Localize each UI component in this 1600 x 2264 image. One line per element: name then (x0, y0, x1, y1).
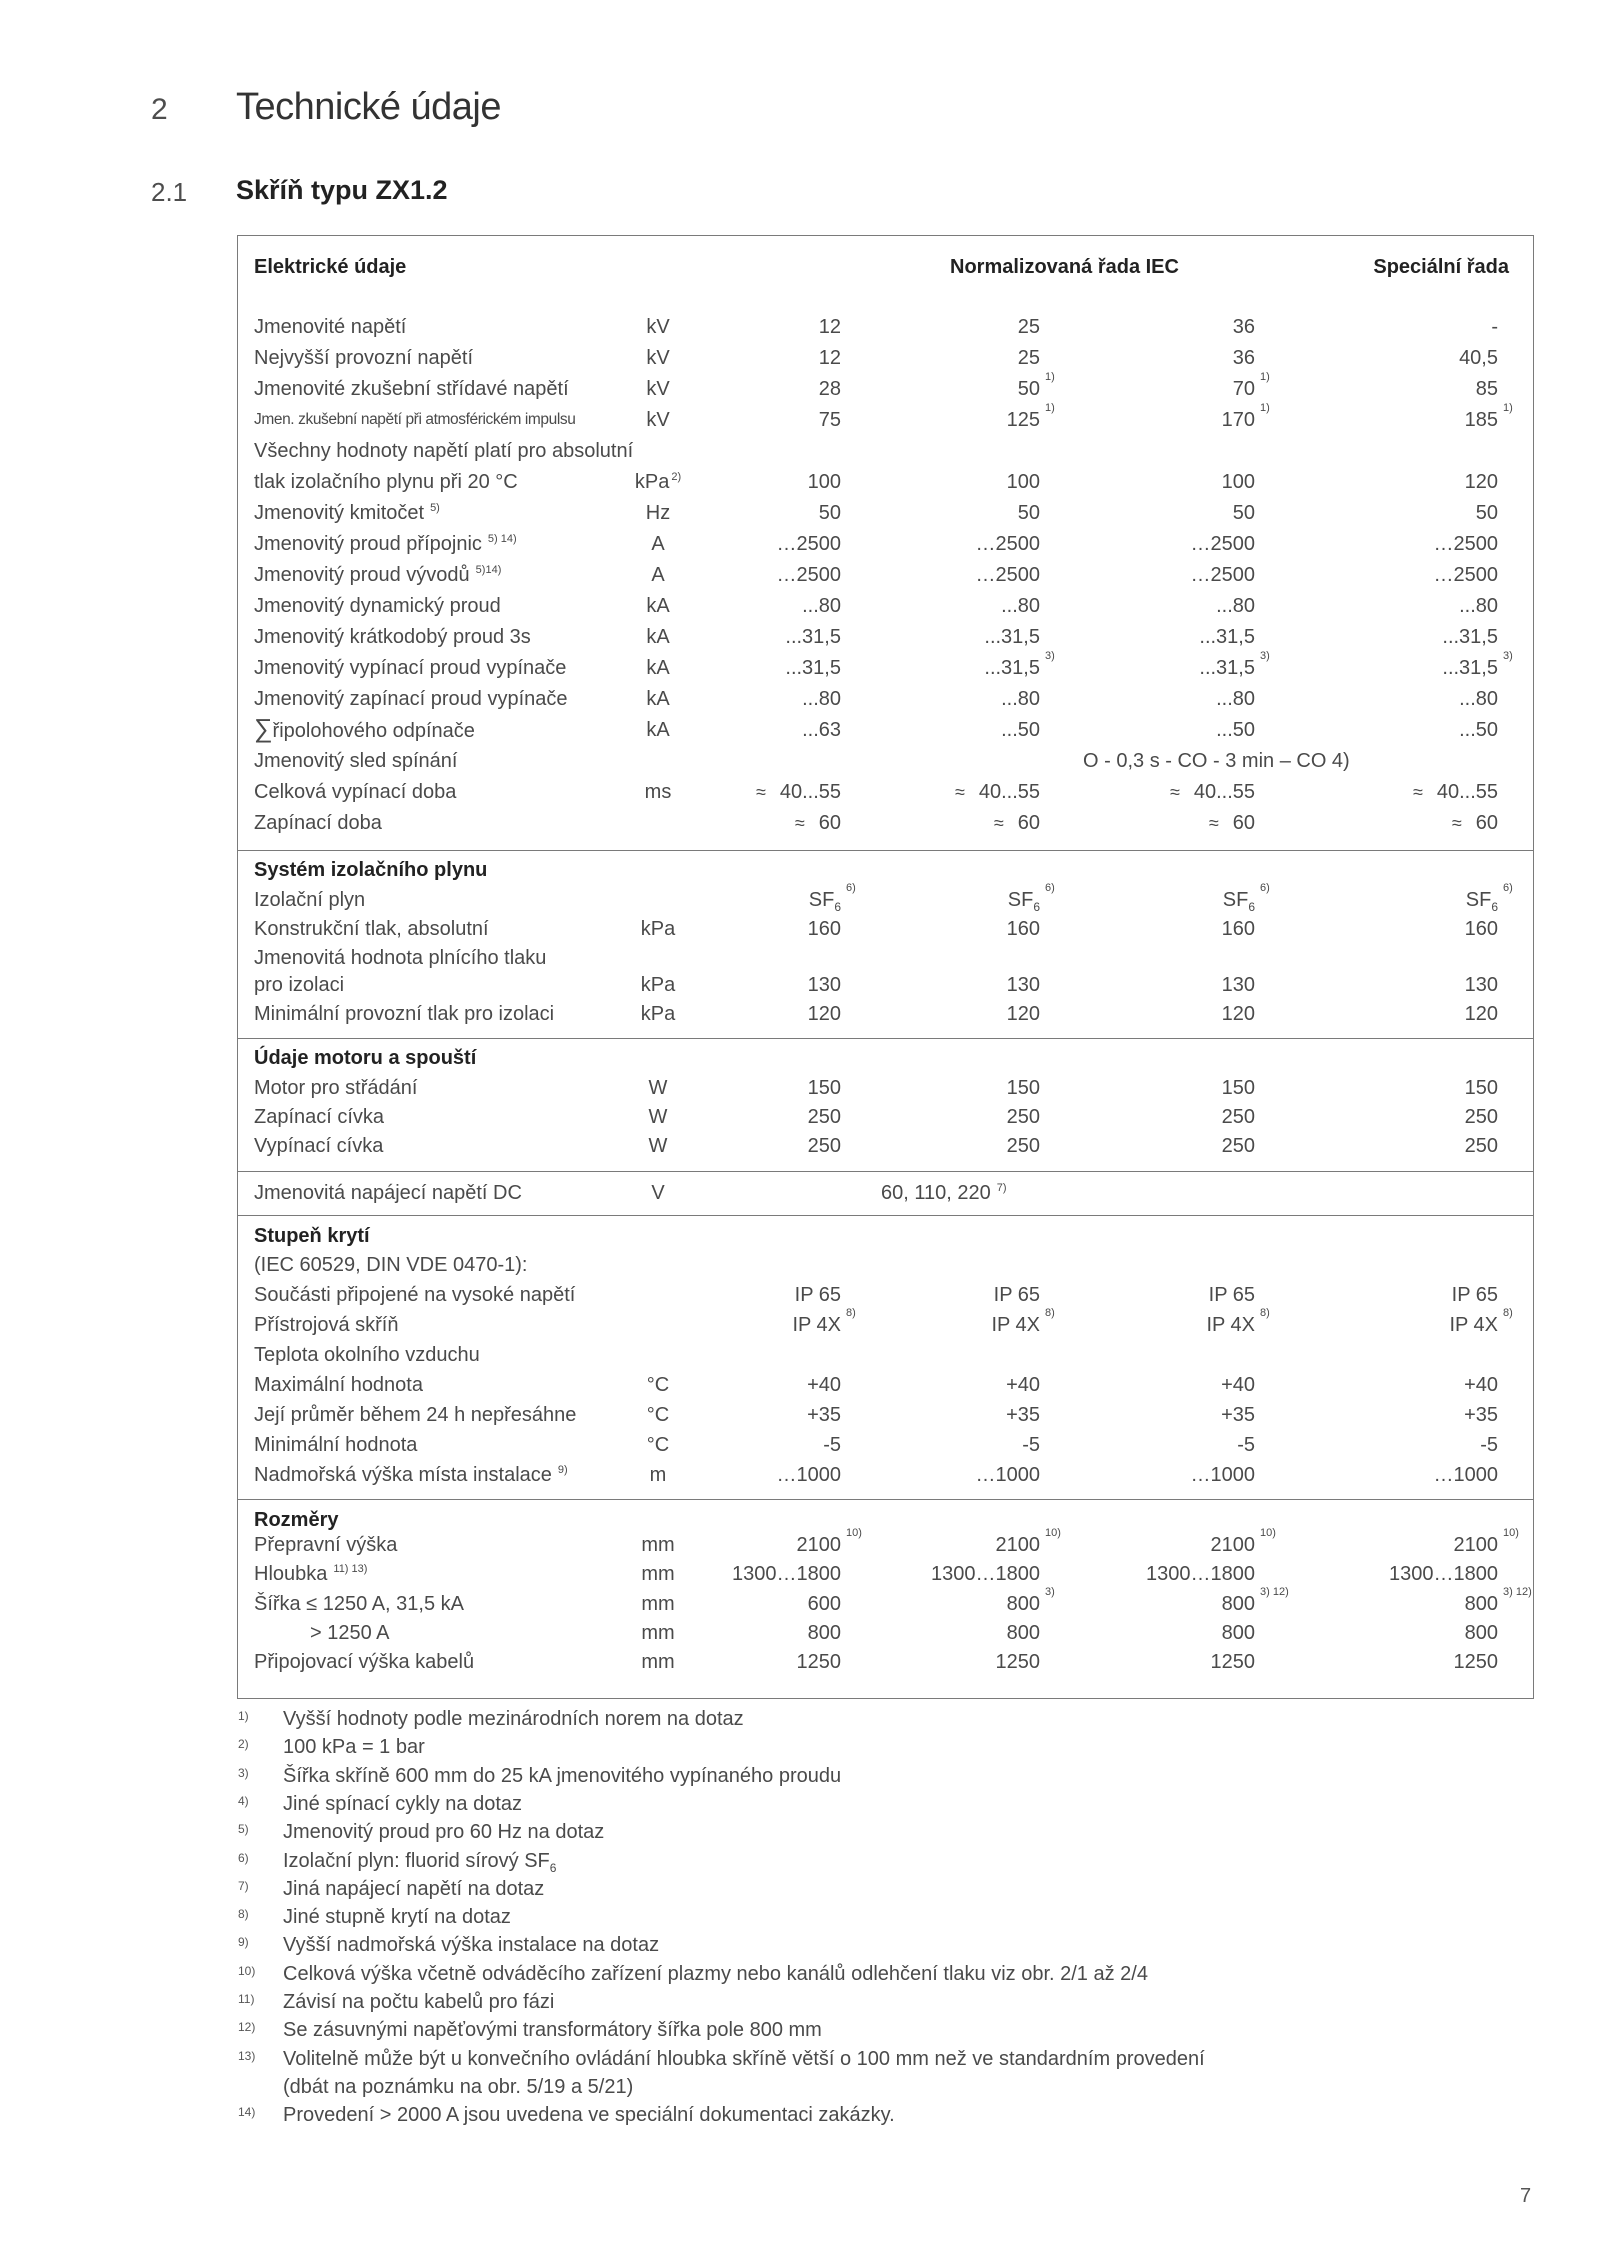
value-cell: 120 (807, 1003, 841, 1025)
footnote-mark: 6) (238, 1851, 249, 1865)
value-cell: 2100 10) (995, 1527, 1061, 1556)
footnote-mark: 8) (238, 1907, 249, 1921)
value-cell: 150 (1006, 1077, 1040, 1099)
value-cell: …1000 (975, 1464, 1040, 1486)
value-cell: 800 3) 12) (1221, 1586, 1289, 1615)
superscript: 7) (996, 1182, 1007, 1194)
value-cell: ...31,5 3) (1199, 650, 1270, 679)
value-cell: 36 (1232, 316, 1255, 338)
value-cell: -5 (1480, 1434, 1498, 1456)
value-cell: 800 (1464, 1622, 1498, 1644)
superscript: 3) (1045, 650, 1055, 662)
section-divider (238, 850, 1533, 851)
unit-cell: kPa $^{2)}$ (634, 471, 682, 493)
superscript: 5) (430, 502, 440, 514)
value-cell: 250 (1464, 1135, 1498, 1157)
value-cell: +40 (1006, 1374, 1040, 1396)
value-cell: 120 (1006, 1003, 1040, 1025)
value-cell: ≈ 40...55 (1412, 781, 1498, 803)
section-divider (238, 1171, 1533, 1172)
superscript: 5) 14) (487, 533, 517, 545)
row-label: Zapínací doba (254, 812, 382, 834)
superscript: 1) (1045, 402, 1055, 414)
unit-cell: °C (646, 1434, 670, 1456)
value-cell: ...31,5 (1199, 626, 1255, 648)
value-cell: ...50 (1001, 719, 1040, 741)
column-header-normalized: Normalizovaná řada IEC (950, 256, 1179, 278)
unit-cell: mm (641, 1622, 675, 1644)
value-cell: …2500 (975, 564, 1040, 586)
section-title-protection: Stupeň krytí (254, 1225, 370, 1247)
footnote-mark: 1) (238, 1709, 249, 1723)
value-cell: $SF_6$ 6) (1222, 882, 1270, 914)
value-cell: IP 4X 8) (991, 1307, 1055, 1336)
row-label: Jmenovitý sled spínání (254, 750, 458, 772)
value-cell: ≈ 40...55 (954, 781, 1040, 803)
footnote-mark: 10) (238, 1964, 256, 1978)
superscript: 1) (1260, 402, 1270, 414)
value-cell: +35 (1221, 1404, 1255, 1426)
row-label: Jmenovitý proud vývodů $^{5)14)}$ (254, 564, 502, 586)
value-cell: 125 1) (1006, 402, 1055, 431)
section-title-dimensions: Rozměry (254, 1509, 339, 1531)
approx-symbol: ≈ (755, 782, 766, 802)
approx-symbol: ≈ (1412, 782, 1423, 802)
value-cell: …2500 (776, 564, 841, 586)
value-cell: 170 1) (1221, 402, 1270, 431)
chapter-number: 2 (151, 93, 168, 126)
value-cell: ≈ 60 (1451, 812, 1498, 834)
value-cell: +40 (1464, 1374, 1498, 1396)
footnote-mark: 14) (238, 2105, 256, 2119)
value-cell: …1000 (776, 1464, 841, 1486)
superscript: 10) (1503, 1527, 1519, 1539)
value-cell: 150 (807, 1077, 841, 1099)
value-cell: -5 (823, 1434, 841, 1456)
value-cell: ...31,5 (1442, 626, 1498, 648)
superscript: 10) (1260, 1527, 1276, 1539)
row-label: Izolační plyn (254, 889, 366, 911)
value-cell: IP 4X 8) (792, 1307, 856, 1336)
value-cell: 250 (1006, 1106, 1040, 1128)
value-cell: +40 (1221, 1374, 1255, 1396)
value-cell: 60, 110, 220 $^{7)}$ (881, 1182, 1007, 1204)
section-number: 2.1 (151, 177, 188, 207)
value-cell: +40 (807, 1374, 841, 1396)
footnote-mark: 11) (238, 1992, 255, 2006)
value-cell: 1250 (1210, 1651, 1255, 1673)
footnote-text: Jiné spínací cykly na dotaz (283, 1793, 523, 1815)
row-label: tlak izolačního plynu při 20 °C (254, 471, 518, 493)
footnote-mark: 13) (238, 2049, 256, 2063)
value-cell: IP 65 (1208, 1284, 1255, 1306)
value-cell: ...31,5 3) (984, 650, 1055, 679)
value-cell: ≈ 40...55 (1169, 781, 1255, 803)
value-cell: 120 (1464, 1003, 1498, 1025)
unit-cell: A (651, 564, 665, 586)
approx-symbol: ≈ (954, 782, 965, 802)
value-cell: …2500 (1433, 533, 1498, 555)
unit-cell: kA (646, 595, 670, 617)
approx-symbol: ≈ (993, 813, 1004, 833)
value-cell: 130 (1006, 974, 1040, 996)
value-cell: 50 (1475, 502, 1498, 524)
row-label: Jmenovitý kmitočet $^{5)}$ (254, 502, 440, 524)
value-cell: ≈ 60 (993, 812, 1040, 834)
superscript: 8) (1503, 1307, 1513, 1319)
subscript: 6 (1248, 900, 1255, 914)
value-cell: 250 (1221, 1106, 1255, 1128)
value-cell: ...80 (1001, 595, 1040, 617)
value-cell: 100 (1006, 471, 1040, 493)
value-cell: ...31,5 (984, 626, 1040, 648)
value-cell: …2500 (1190, 533, 1255, 555)
superscript: 1) (1503, 402, 1513, 414)
unit-cell: kA (646, 626, 670, 648)
value-cell: 50 (818, 502, 841, 524)
footnote-mark: 2) (238, 1737, 249, 1751)
value-cell: ...50 (1459, 719, 1498, 741)
row-label: Její průměr během 24 h nepřesáhne (254, 1404, 577, 1426)
value-cell: 250 (807, 1135, 841, 1157)
section-divider (238, 1215, 1533, 1216)
superscript: 3) (1045, 1586, 1055, 1598)
superscript: 3) 12) (1260, 1586, 1289, 1598)
value-cell: 36 (1232, 347, 1255, 369)
superscript: 8) (846, 1307, 856, 1319)
superscript: 3) (1260, 650, 1270, 662)
value-cell: 800 3) (1006, 1586, 1055, 1615)
superscript: 10) (846, 1527, 862, 1539)
section-title: Skříň typu ZX1.2 (236, 175, 448, 205)
value-cell: …2500 (1190, 564, 1255, 586)
value-cell: 130 (1464, 974, 1498, 996)
footnote-mark: 9) (238, 1935, 249, 1949)
unit-cell: kV (646, 316, 670, 338)
value-cell: ...80 (802, 688, 841, 710)
row-label: Teplota okolního vzduchu (254, 1344, 480, 1366)
row-label: > 1250 A (310, 1622, 390, 1644)
footnote-text: Se zásuvnými napěťovými transformátory šířka pole 800 mm (283, 2019, 822, 2041)
footnote-mark: 4) (238, 1794, 249, 1808)
footnote-text: Provedení > 2000 A jsou uvedena ve speciální dokumentaci zakázky. (283, 2104, 895, 2126)
value-cell: …1000 (1190, 1464, 1255, 1486)
superscript: 8) (1045, 1307, 1055, 1319)
value-cell: 85 (1475, 378, 1498, 400)
value-cell: ...31,5 (785, 626, 841, 648)
row-label: Všechny hodnoty napětí platí pro absolutní (254, 440, 634, 462)
value-cell: ≈ 40...55 (755, 781, 841, 803)
value-cell: 2100 10) (1210, 1527, 1276, 1556)
unit-cell: mm (641, 1651, 675, 1673)
value-cell: 120 (1221, 1003, 1255, 1025)
unit-cell: V (651, 1182, 665, 1204)
sigma-symbol: ∑ (254, 713, 273, 743)
value-cell: 1300…1800 (931, 1563, 1040, 1585)
value-cell: 1300…1800 (1146, 1563, 1255, 1585)
value-cell: 250 (807, 1106, 841, 1128)
value-cell: 800 (807, 1622, 841, 1644)
approx-symbol: ≈ (1451, 813, 1462, 833)
value-cell: …1000 (1433, 1464, 1498, 1486)
subscript: 6 (834, 900, 841, 914)
superscript: 8) (1260, 1307, 1270, 1319)
superscript: 2) (671, 471, 682, 483)
value-cell: 1300…1800 (732, 1563, 841, 1585)
value-cell: 250 (1464, 1106, 1498, 1128)
value-cell: 250 (1221, 1135, 1255, 1157)
unit-cell: kA (646, 688, 670, 710)
value-cell: 800 (1221, 1622, 1255, 1644)
unit-cell: ms (644, 781, 672, 803)
value-cell: 28 (818, 378, 841, 400)
value-cell: 1250 (1453, 1651, 1498, 1673)
row-label: Součásti připojené na vysoké napětí (254, 1284, 576, 1306)
chapter-title: Technické údaje (236, 86, 502, 128)
unit-cell: kPa (640, 1003, 676, 1025)
unit-cell: kPa (640, 974, 676, 996)
footnote-text: Závisí na počtu kabelů pro fázi (283, 1991, 555, 2013)
unit-cell: m (649, 1464, 667, 1486)
superscript: 3) (1503, 650, 1513, 662)
unit-cell: Hz (645, 502, 671, 524)
row-label: Jmenovitý krátkodobý proud 3s (254, 626, 531, 648)
subscript: 6 (549, 1861, 557, 1875)
value-cell: ...50 (1216, 719, 1255, 741)
unit-cell: W (648, 1106, 668, 1128)
value-cell: ...80 (802, 595, 841, 617)
footnote-mark: 12) (238, 2020, 256, 2034)
approx-symbol: ≈ (1169, 782, 1180, 802)
value-cell: …2500 (1433, 564, 1498, 586)
value-cell: 25 (1017, 316, 1040, 338)
value-cell: 160 (807, 918, 841, 940)
value-cell: ...31,5 (785, 657, 841, 679)
value-cell: 150 (1221, 1077, 1255, 1099)
value-cell: 25 (1017, 347, 1040, 369)
value-cell: ...80 (1001, 688, 1040, 710)
value-cell: $SF_6$ 6) (1007, 882, 1055, 914)
value-cell: 1250 (796, 1651, 841, 1673)
row-label: Maximální hodnota (254, 1374, 423, 1396)
footnote-text: Šířka skříně 600 mm do 25 kA jmenovitého vypínaného proudu (283, 1765, 842, 1787)
row-label: Vypínací cívka (254, 1135, 384, 1157)
value-cell: 160 (1006, 918, 1040, 940)
span-value: O - 0,3 s - CO - 3 min – CO 4) (1083, 750, 1350, 772)
row-label: Minimální provozní tlak pro izolaci (254, 1003, 555, 1025)
value-cell: 1250 (995, 1651, 1040, 1673)
value-cell: - (1491, 316, 1498, 338)
value-cell: IP 65 (993, 1284, 1040, 1306)
unit-cell: A (651, 533, 665, 555)
value-cell: 70 1) (1232, 371, 1270, 400)
approx-symbol: ≈ (1208, 813, 1219, 833)
row-label: Jmenovitý dynamický proud (254, 595, 501, 617)
value-cell: $SF_6$ 6) (808, 882, 856, 914)
value-cell: 150 (1464, 1077, 1498, 1099)
value-cell: ...80 (1216, 688, 1255, 710)
row-label: Jmenovitý zapínací proud vypínače (254, 688, 568, 710)
row-label: Nejvyšší provozní napětí (254, 347, 473, 369)
value-cell: ...80 (1216, 595, 1255, 617)
superscript: 9) (557, 1464, 568, 1476)
row-label: Jmenovitá napájecí napětí DC (254, 1182, 522, 1204)
value-cell: IP 65 (1451, 1284, 1498, 1306)
page-number: 7 (1520, 2185, 1532, 2207)
subscript: 6 (1033, 900, 1040, 914)
value-cell: +35 (1006, 1404, 1040, 1426)
footnote-text: Vyšší hodnoty podle mezinárodních norem na dotaz (283, 1708, 744, 1730)
value-cell: 120 (1464, 471, 1498, 493)
footnote-text: Izolační plyn: fluorid sírový $SF_6$ (283, 1850, 557, 1875)
row-label: Zapínací cívka (254, 1106, 385, 1128)
value-cell: 12 (818, 347, 841, 369)
row-label: (IEC 60529, DIN VDE 0470-1): (254, 1254, 528, 1276)
value-cell: 2100 10) (1453, 1527, 1519, 1556)
value-cell: 600 (807, 1593, 841, 1615)
column-header-special: Speciální řada (1373, 256, 1509, 278)
superscript: 1) (1045, 371, 1055, 383)
value-cell: 2100 10) (796, 1527, 862, 1556)
value-cell: -5 (1237, 1434, 1255, 1456)
superscript: 1) (1260, 371, 1270, 383)
unit-cell: W (648, 1077, 668, 1099)
footnote-text: Volitelně může být u konvečního ovládání hloubka skříně větší o 100 mm než ve standardním provedení (283, 2048, 1205, 2070)
unit-cell: mm (641, 1563, 675, 1585)
superscript: 11) 13) (333, 1563, 368, 1575)
unit-cell: kA (646, 657, 670, 679)
value-cell: +35 (1464, 1404, 1498, 1426)
value-cell: ≈ 60 (1208, 812, 1255, 834)
row-label: Jmenovité zkušební střídavé napětí (254, 378, 569, 400)
approx-symbol: ≈ (794, 813, 805, 833)
value-cell: 50 (1232, 502, 1255, 524)
section-divider (238, 1038, 1533, 1039)
value-cell: 1300…1800 (1389, 1563, 1498, 1585)
section-title-motor: Údaje motoru a spouští (254, 1047, 477, 1069)
value-cell: 160 (1221, 918, 1255, 940)
footnote-text: Celková výška včetně odváděcího zařízení plazmy nebo kanálů odlehčení tlaku viz obr. 2/1 až 2/4 (283, 1963, 1148, 1985)
unit-cell: kV (646, 347, 670, 369)
row-label: Motor pro střádání (254, 1077, 418, 1099)
footnote-mark: 5) (238, 1822, 249, 1836)
superscript: 3) 12) (1503, 1586, 1532, 1598)
subscript: 6 (1491, 900, 1498, 914)
superscript: 6) (1260, 882, 1270, 894)
value-cell: 160 (1464, 918, 1498, 940)
value-cell: …2500 (776, 533, 841, 555)
value-cell: $SF_6$ 6) (1465, 882, 1513, 914)
value-cell: 40,5 (1459, 347, 1498, 369)
superscript: 6) (1503, 882, 1513, 894)
unit-cell: kA (646, 719, 670, 741)
value-cell: ...80 (1459, 688, 1498, 710)
value-cell: IP 65 (794, 1284, 841, 1306)
unit-cell: kV (646, 378, 670, 400)
superscript: 5)14) (475, 564, 502, 576)
row-label: Jmenovitá hodnota plnícího tlaku (254, 947, 547, 969)
footnote-text: Jmenovitý proud pro 60 Hz na dotaz (283, 1821, 605, 1843)
row-label: Nadmořská výška místa instalace $^{9)}$ (254, 1464, 568, 1486)
value-cell: 250 (1006, 1135, 1040, 1157)
row-label: Konstrukční tlak, absolutní (254, 918, 489, 940)
footnote-text: Jiná napájecí napětí na dotaz (283, 1878, 545, 1900)
unit-cell: °C (646, 1404, 670, 1426)
footnote-text: Jiné stupně krytí na dotaz (283, 1906, 511, 1928)
row-label: Jmen. zkušební napětí při atmosférickém impulsu (254, 411, 576, 428)
superscript: 6) (1045, 882, 1055, 894)
column-header-electrical: Elektrické údaje (254, 256, 407, 278)
value-cell: 185 1) (1464, 402, 1513, 431)
row-label: Připojovací výška kabelů (254, 1651, 475, 1673)
value-cell: 130 (1221, 974, 1255, 996)
spec-table (237, 235, 1534, 1699)
value-cell: +35 (807, 1404, 841, 1426)
row-label: Jmenovité napětí (254, 316, 407, 338)
row-label: ∑řipolohového odpínače (254, 713, 475, 743)
footnote-text: 100 kPa = 1 bar (283, 1736, 425, 1758)
value-cell: 50 (1017, 502, 1040, 524)
value-cell: 12 (818, 316, 841, 338)
row-label: Hloubka $^{11) 13)}$ (254, 1563, 368, 1585)
superscript: 10) (1045, 1527, 1061, 1539)
value-cell: 800 3) 12) (1464, 1586, 1532, 1615)
footnote-text: Vyšší nadmořská výška instalace na dotaz (283, 1934, 660, 1956)
row-label: Jmenovitý vypínací proud vypínače (254, 657, 567, 679)
footnote-mark: 7) (238, 1879, 249, 1893)
unit-cell: mm (641, 1593, 675, 1615)
value-cell: 50 1) (1017, 371, 1055, 400)
superscript: 6) (846, 882, 856, 894)
unit-cell: kV (646, 409, 670, 431)
unit-cell: °C (646, 1374, 670, 1396)
value-cell: 130 (807, 974, 841, 996)
row-label: Minimální hodnota (254, 1434, 418, 1456)
row-label: Přepravní výška (254, 1534, 398, 1556)
value-cell: -5 (1022, 1434, 1040, 1456)
section-title-gas: Systém izolačního plynu (254, 859, 488, 881)
row-label: Jmenovitý proud přípojnic $^{5) 14)}$ (254, 533, 517, 555)
value-cell: IP 4X 8) (1206, 1307, 1270, 1336)
value-cell: ...80 (1459, 595, 1498, 617)
row-label: Šířka ≤ 1250 A, 31,5 kA (254, 1593, 464, 1615)
unit-cell: kPa (640, 918, 676, 940)
footnote-text: (dbát na poznámku na obr. 5/19 a 5/21) (283, 2076, 634, 2098)
section-divider (238, 1499, 1533, 1500)
unit-cell: mm (641, 1534, 675, 1556)
value-cell: ≈ 60 (794, 812, 841, 834)
value-cell: ...31,5 3) (1442, 650, 1513, 679)
value-cell: ...63 (802, 719, 841, 741)
unit-cell: W (648, 1135, 668, 1157)
value-cell: 100 (1221, 471, 1255, 493)
value-cell: 100 (807, 471, 841, 493)
value-cell: IP 4X 8) (1449, 1307, 1513, 1336)
row-label: Přístrojová skříň (254, 1314, 399, 1336)
value-cell: 800 (1006, 1622, 1040, 1644)
value-cell: …2500 (975, 533, 1040, 555)
row-label: pro izolaci (254, 974, 345, 996)
footnote-mark: 3) (238, 1766, 249, 1780)
row-label: Celková vypínací doba (254, 781, 457, 803)
value-cell: 75 (818, 409, 841, 431)
